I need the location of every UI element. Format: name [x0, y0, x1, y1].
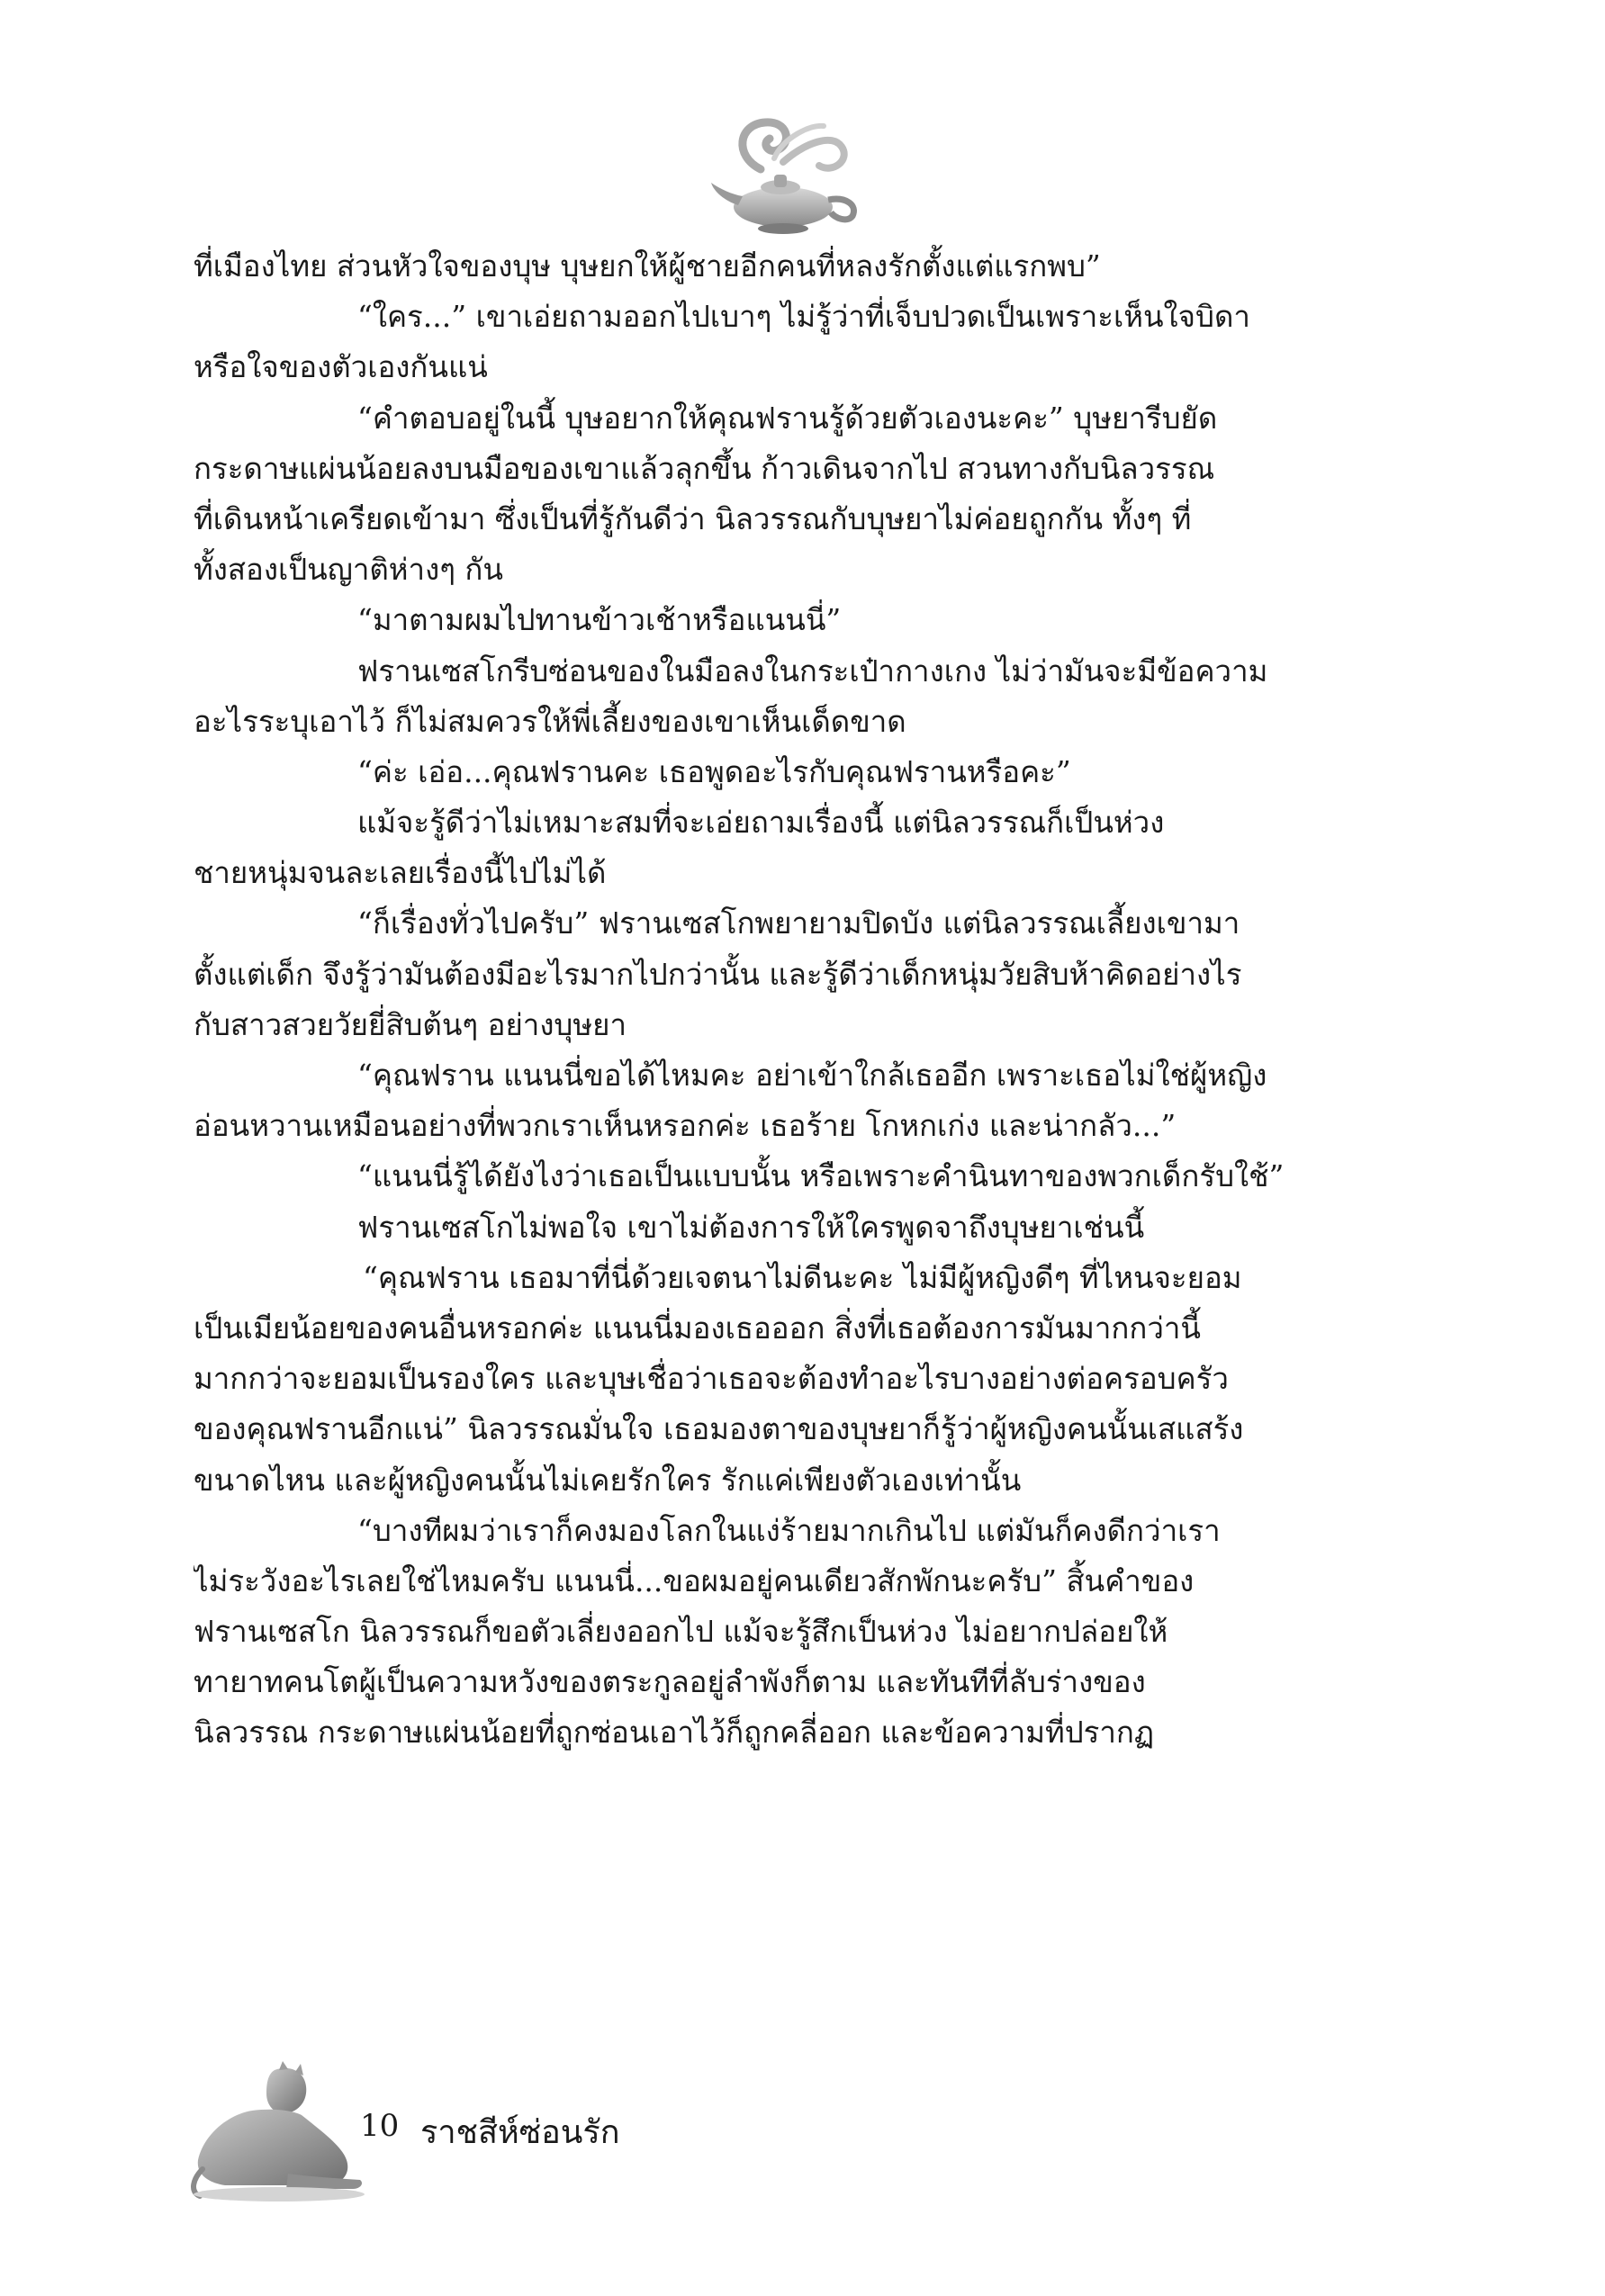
page-footer	[189, 2061, 729, 2205]
text-line: ที่เดินหน้าเครียดเข้ามา ซึ่งเป็นที่รู้กันดีว่า นิลวรรณกับบุษยาไม่ค่อยถูกกัน ทั้งๆ ที่	[194, 500, 1192, 536]
text-line: อะไรระบุเอาไว้ ก็ไม่สมควรให้พี่เลี้ยงของเขาเห็นเด็ดขาด	[194, 703, 906, 739]
text-line: “ก็เรื่องทั่วไปครับ” ฟรานเซสโกพยายามปิดบัง แต่นิลวรรณเลี้ยงเขามา	[357, 905, 1240, 941]
text-line: ชายหนุ่มจนละเลยเรื่องนี้ไปไม่ได้	[194, 855, 607, 891]
text-line: “ค่ะ เอ่อ...คุณฟรานคะ เธอพูดอะไรกับคุณฟรานหรือคะ”	[357, 753, 1071, 789]
text-line: “คำตอบอยู่ในนี้ บุษอยากให้คุณฟรานรู้ด้วยตัวเองนะคะ” บุษยารีบยัด	[357, 400, 1218, 436]
text-line: ของคุณฟรานอีกแน่” นิลวรรณมั่นใจ เธอมองตาของบุษยาก็รู้ว่าผู้หญิงคนนั้นเสแสร้ง	[194, 1411, 1244, 1447]
text-line: ทายาทคนโตผู้เป็นความหวังของตระกูลอยู่ลำพังก็ตาม และทันทีที่ลับร่างของ	[194, 1664, 1146, 1700]
text-line: ทั้งสองเป็นญาติห่างๆ กัน	[194, 552, 503, 588]
text-line: หรือใจของตัวเองกันแน่	[194, 349, 488, 385]
text-line: นิลวรรณ กระดาษแผ่นน้อยที่ถูกซ่อนเอาไว้ก็ถูกคลี่ออก และข้อความที่ปรากฏ	[194, 1715, 1155, 1751]
text-line: ฟรานเซสโก นิลวรรณก็ขอตัวเลี่ยงออกไป แม้จะรู้สึกเป็นห่วง ไม่อยากปล่อยให้	[194, 1614, 1168, 1650]
text-line: ฟรานเซสโกไม่พอใจ เขาไม่ต้องการให้ใครพูดจาถึงบุษยาเช่นนี้	[357, 1209, 1145, 1245]
body-text	[194, 241, 1332, 1759]
book-title: ราชสีห์ซ่อนรัก	[420, 2114, 620, 2151]
text-line: “คุณฟราน แนนนี่ขอได้ไหมคะ อย่าเข้าใกล้เธออีก เพราะเธอไม่ใช่ผู้หญิง	[357, 1058, 1267, 1093]
text-line: กระดาษแผ่นน้อยลงบนมือของเขาแล้วลุกขึ้น ก้าวเดินจากไป สวนทางกับนิลวรรณ	[194, 450, 1215, 486]
text-line: “คุณฟราน เธอมาที่นี่ด้วยเจตนาไม่ดีนะคะ ไม่มีผู้หญิงดีๆ ที่ไหนจะยอม	[363, 1259, 1242, 1295]
text-line: ไม่ระวังอะไรเลยใช่ไหมครับ แนนนี่...ขอผมอยู่คนเดียวสักพักนะครับ” สิ้นคำของ	[194, 1562, 1195, 1598]
text-line: “ใคร...” เขาเอ่ยถามออกไปเบาๆ ไม่รู้ว่าที่เจ็บปวดเป็นเพราะเห็นใจบิดา	[357, 299, 1250, 335]
page-number: 10	[360, 2108, 400, 2144]
text-line: ฟรานเซสโกรีบซ่อนของในมือลงในกระเป๋ากางเกง ไม่ว่ามันจะมีข้อความ	[357, 653, 1268, 689]
text-line: กับสาวสวยวัยยี่สิบต้นๆ อย่างบุษยา	[194, 1006, 627, 1042]
text-line: ที่เมืองไทย ส่วนหัวใจของบุษ บุษยกให้ผู้ชายอีกคนที่หลงรักตั้งแต่แรกพบ”	[194, 248, 1101, 284]
text-line: “แนนนี่รู้ได้ยังไงว่าเธอเป็นแบบนั้น หรือเพราะคำนินทาของพวกเด็กรับใช้”	[357, 1158, 1285, 1194]
text-line: แม้จะรู้ดีว่าไม่เหมาะสมที่จะเอ่ยถามเรื่องนี้ แต่นิลวรรณก็เป็นห่วง	[357, 805, 1165, 841]
lioness-icon	[189, 2061, 369, 2205]
text-line: ตั้งแต่เด็ก จึงรู้ว่ามันต้องมีอะไรมากไปกว่านั้น และรู้ดีว่าเด็กหนุ่มวัยสิบห้าคิดอย่างไร	[194, 956, 1242, 992]
text-line: “บางทีผมว่าเราก็คงมองโลกในแง่ร้ายมากเกินไป แต่มันก็คงดีกว่าเรา	[357, 1512, 1221, 1548]
text-line: เป็นเมียน้อยของคนอื่นหรอกค่ะ แนนนี่มองเธอออก สิ่งที่เธอต้องการมันมากกว่านี้	[194, 1310, 1201, 1346]
text-line: มากกว่าจะยอมเป็นรองใคร และบุษเชื่อว่าเธอจะต้องทำอะไรบางอย่างต่อครอบครัว	[194, 1361, 1229, 1397]
text-line: ขนาดไหน และผู้หญิงคนนั้นไม่เคยรักใคร รักแค่เพียงตัวเองเท่านั้น	[194, 1462, 1022, 1498]
genie-lamp-icon	[698, 106, 869, 241]
text-line: อ่อนหวานเหมือนอย่างที่พวกเราเห็นหรอกค่ะ เธอร้าย โกหกเก่ง และน่ากลัว...”	[194, 1108, 1177, 1144]
text-line: “มาตามผมไปทานข้าวเช้าหรือแนนนี่”	[357, 602, 842, 638]
